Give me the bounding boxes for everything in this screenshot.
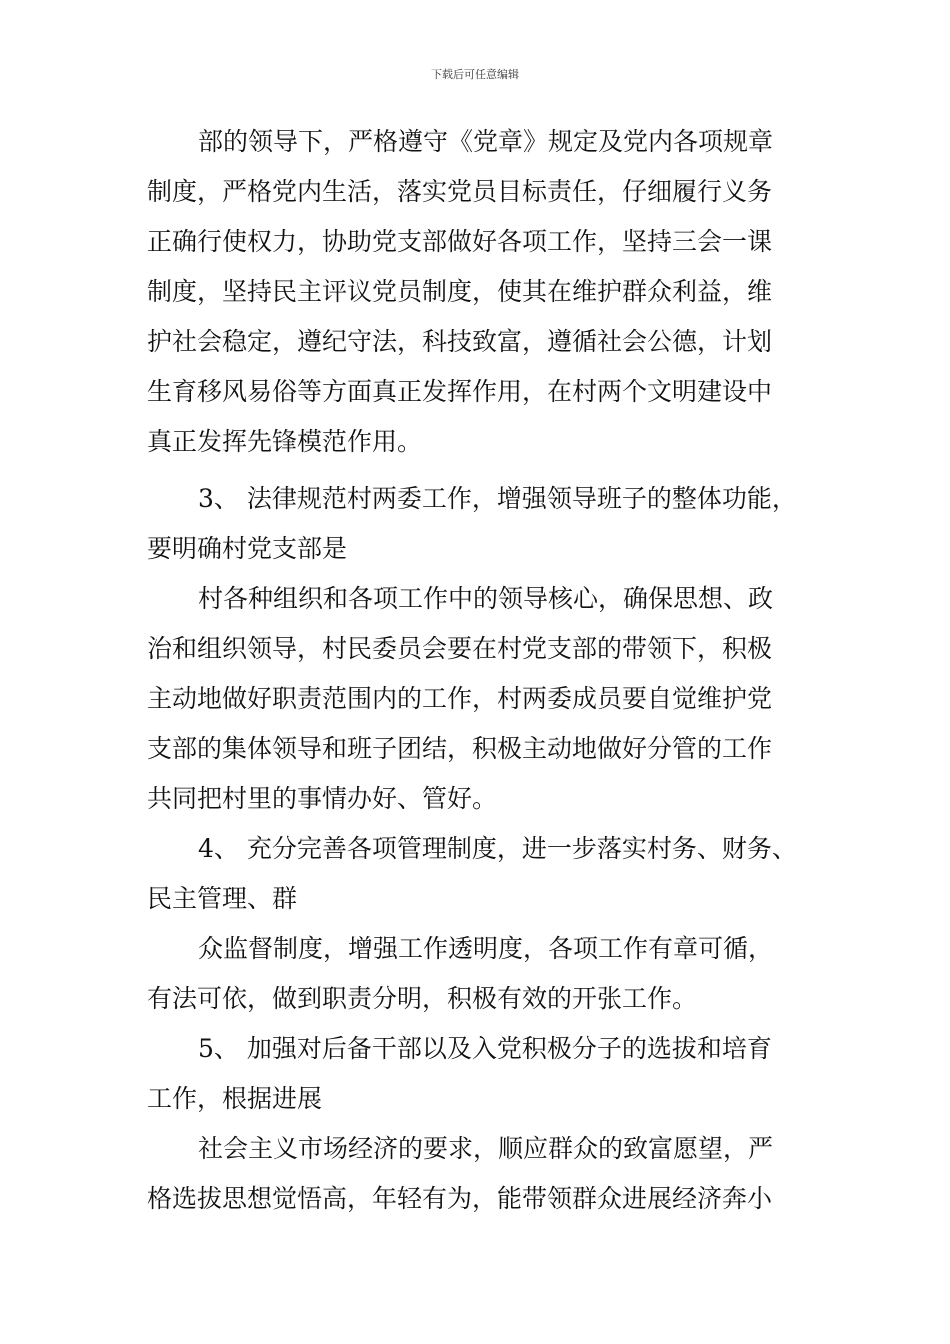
text-line: 共同把村里的事情办好、管好。 — [147, 784, 498, 813]
text-line: 村各种组织和各项工作中的领导核心，确保思想、政 — [198, 584, 774, 613]
text-line: 部的领导下，严格遵守《党章》规定及党内各项规章 — [198, 127, 774, 156]
text-line: 工作，根据进展 — [147, 1084, 323, 1113]
page-header: 下载后可任意编辑 — [431, 68, 519, 81]
text-line: 正确行使权力，协助党支部做好各项工作，坚持三会一课 — [147, 227, 773, 256]
text-line: 真正发挥先锋模范作用。 — [147, 427, 423, 456]
text-line: 支部的集体领导和班子团结，积极主动地做好分管的工作 — [147, 734, 773, 763]
text-line: 治和组织领导，村民委员会要在村党支部的带领下，积极 — [147, 634, 773, 663]
text-line: 格选拔思想觉悟高，年轻有为，能带领群众进展经济奔小 — [147, 1184, 773, 1213]
text-line: 要明确村党支部是 — [147, 534, 348, 563]
text-line: 制度，坚持民主评议党员制度，使其在维护群众利益，维 — [147, 277, 773, 306]
text-line: 社会主义市场经济的要求，顺应群众的致富愿望，严 — [198, 1134, 774, 1163]
text-line: 民主管理、群 — [147, 884, 298, 913]
list-item-5: 5、 加强对后备干部以及入党积极分子的选拔和培育 — [198, 1034, 772, 1063]
text-line: 有法可依，做到职责分明，积极有效的开张工作。 — [147, 984, 698, 1013]
text-line: 主动地做好职责范围内的工作，村两委成员要自觉维护党 — [147, 684, 773, 713]
text-line: 生育移风易俗等方面真正发挥作用，在村两个文明建设中 — [147, 377, 773, 406]
list-item-3: 3、 法律规范村两委工作，增强领导班子的整体功能， — [198, 484, 797, 513]
text-line: 制度，严格党内生活，落实党员目标责任，仔细履行义务 — [147, 177, 773, 206]
list-item-4: 4、 充分完善各项管理制度，进一步落实村务、财务、 — [198, 834, 797, 863]
text-line: 众监督制度，增强工作透明度，各项工作有章可循， — [198, 934, 774, 963]
text-line: 护社会稳定，遵纪守法，科技致富，遵循社会公德，计划 — [147, 327, 773, 356]
